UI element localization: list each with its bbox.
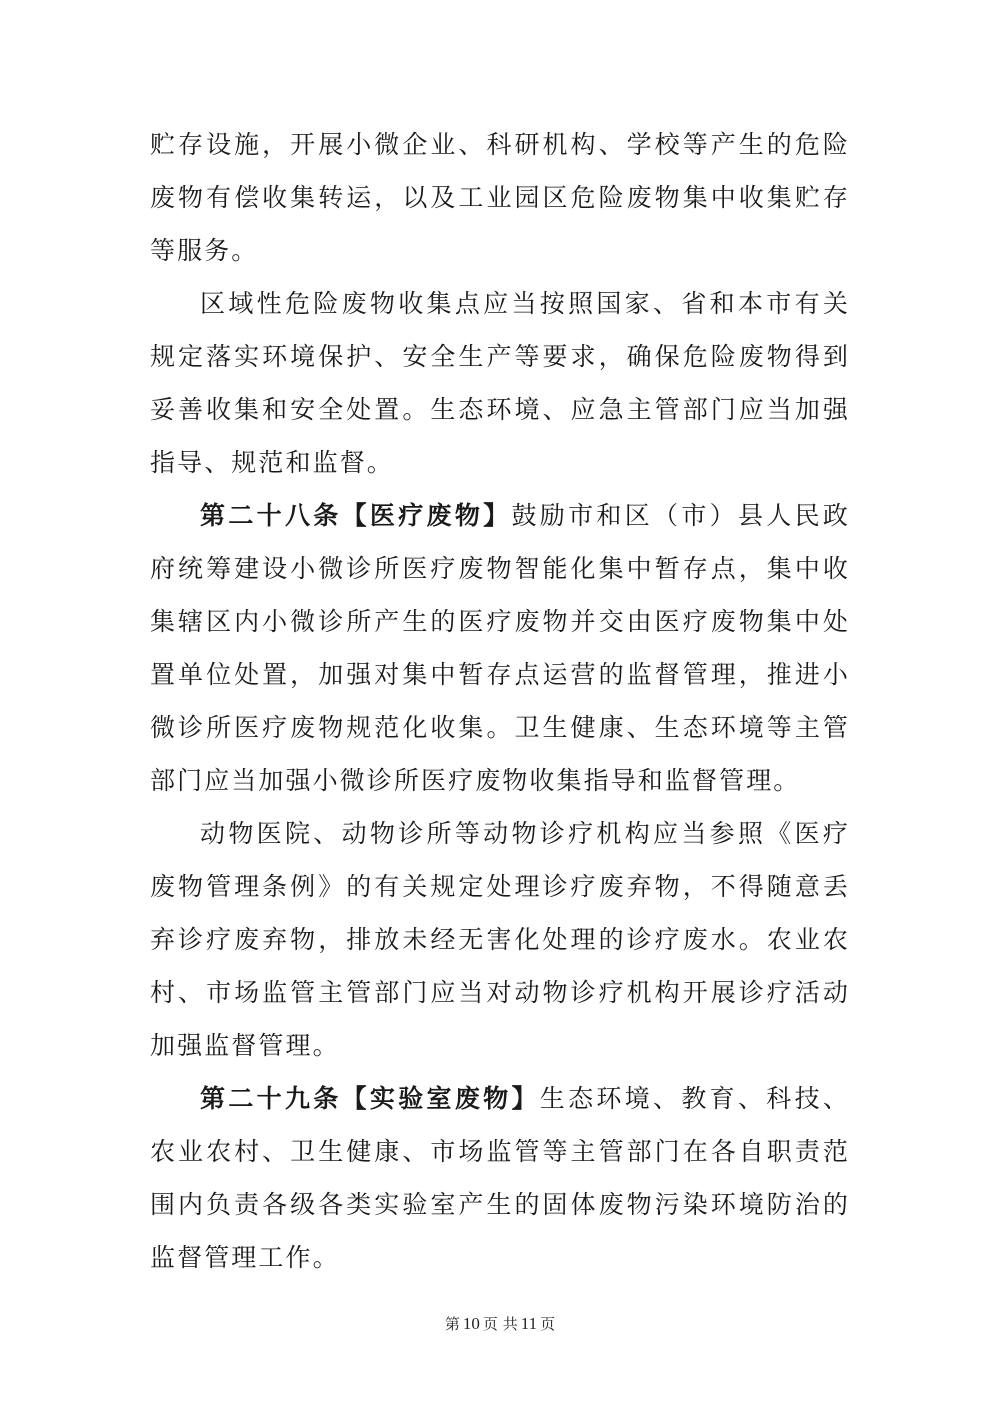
footer-prefix: 第	[444, 1315, 460, 1333]
total-pages: 11	[520, 1314, 538, 1333]
article-29-title: 第二十九条【实验室废物】	[200, 1084, 540, 1113]
article-28-text: 鼓励市和区（市）县人民政府统筹建设小微诊所医疗废物智能化集中暂存点，集中收集辖区内小微诊所产生的医疗废物并交由医疗废物集中处置单位处置，加强对集中暂存点运营的监督管理，推进小微诊所医疗废物规范化收集。卫生健康、生态环境等主管部门应当加强小微诊所医疗废物收集指导和监督管理。	[150, 501, 850, 795]
article-29	[150, 1072, 850, 1284]
article-29-text: 生态环境、教育、科技、农业农村、卫生健康、市场监管等主管部门在各自职责范围内负责各级各类实验室产生的固体废物污染环境防治的监督管理工作。	[150, 1084, 850, 1272]
footer-middle: 页 共	[482, 1315, 518, 1333]
paragraph-4	[150, 807, 850, 1072]
paragraph-1-text: 贮存设施，开展小微企业、科研机构、学校等产生的危险废物有偿收集转运，以及工业园区危险废物集中收集贮存等服务。	[150, 130, 850, 265]
paragraph-2-text: 区域性危险废物收集点应当按照国家、省和本市有关规定落实环境保护、安全生产等要求，确保危险废物得到妥善收集和安全处置。生态环境、应急主管部门应当加强指导、规范和监督。	[150, 289, 850, 477]
page-number: 10	[462, 1314, 480, 1333]
article-28	[150, 489, 850, 807]
article-28-title: 第二十八条【医疗废物】	[200, 501, 512, 530]
body-text	[150, 118, 850, 1284]
paragraph-1	[150, 118, 850, 277]
paragraph-4-text: 动物医院、动物诊所等动物诊疗机构应当参照《医疗废物管理条例》的有关规定处理诊疗废弃物，不得随意丢弃诊疗废弃物，排放未经无害化处理的诊疗废水。农业农村、市场监管主管部门应当对动物诊疗机构开展诊疗活动加强监督管理。	[150, 819, 850, 1060]
footer-suffix: 页	[540, 1315, 556, 1333]
paragraph-2	[150, 277, 850, 489]
page-footer	[0, 1313, 1000, 1334]
